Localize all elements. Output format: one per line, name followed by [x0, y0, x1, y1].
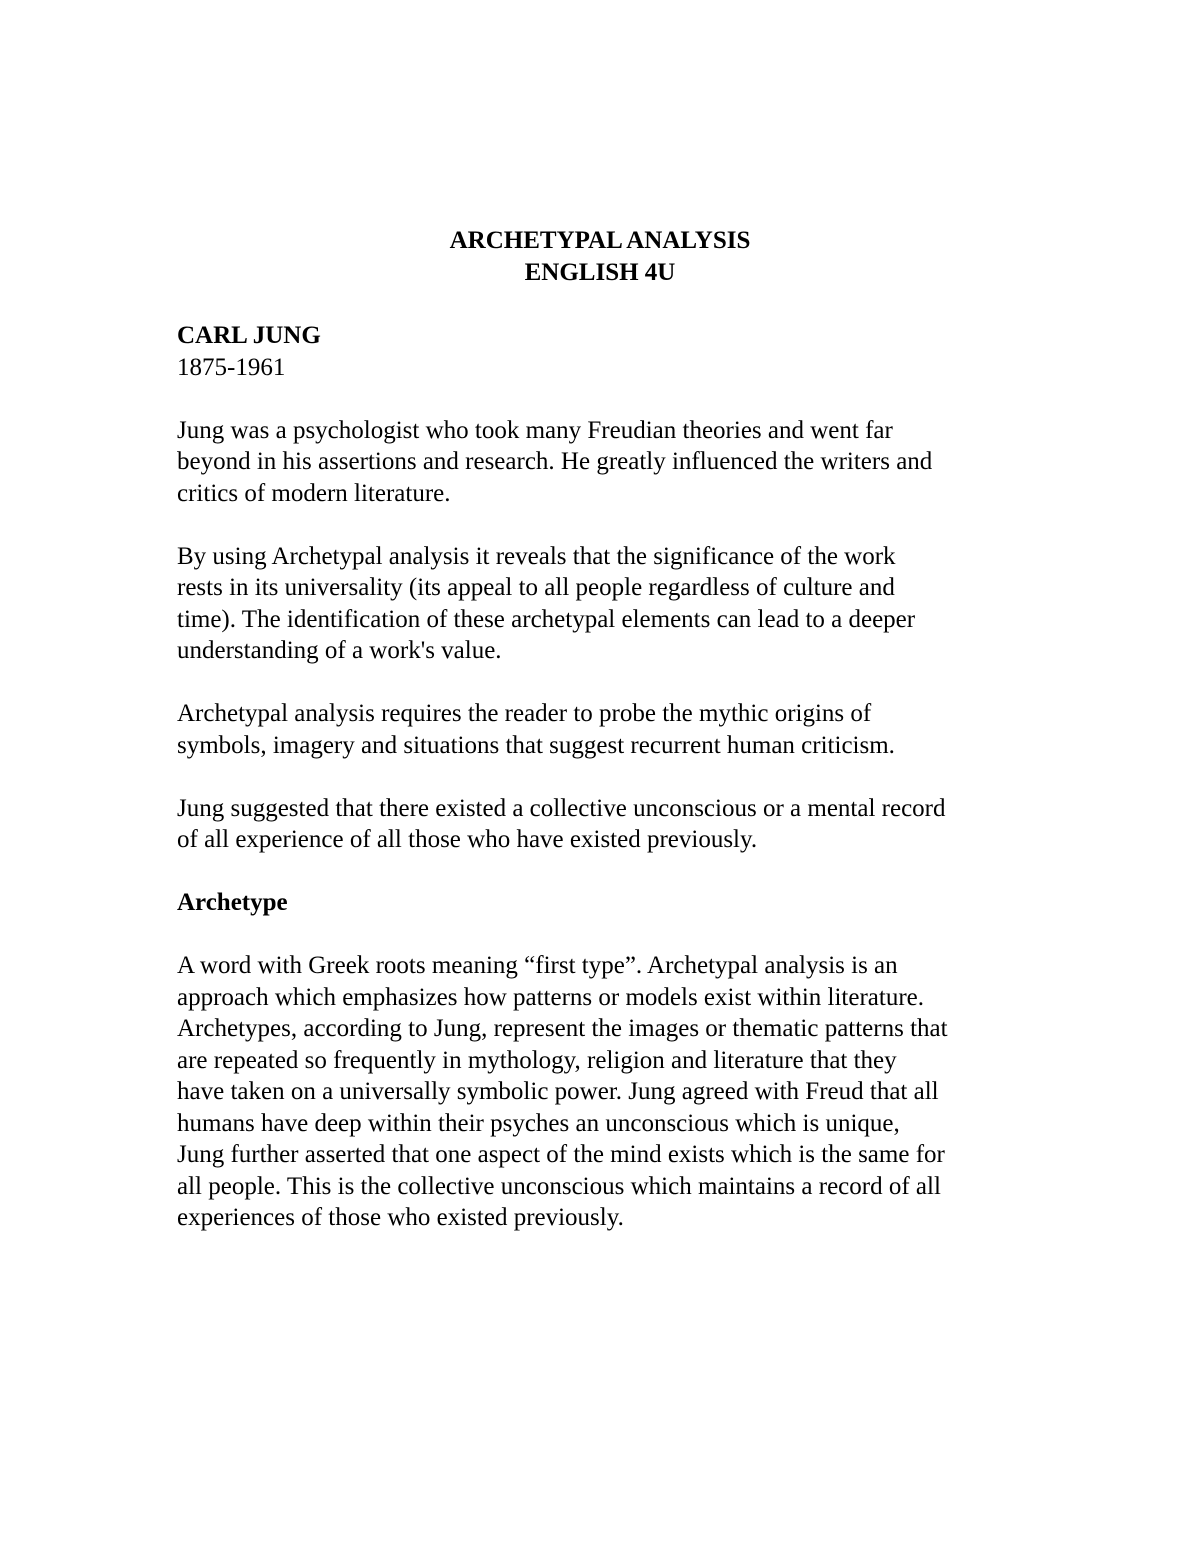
text-line: Jung further asserted that one aspect of the mind exists which is the same for	[177, 1141, 945, 1168]
text-line: approach which emphasizes how patterns or models exist within literature.	[177, 983, 925, 1011]
paragraph-mythic-origins	[177, 698, 1047, 761]
text-line: Archetypal analysis requires the reader to probe the mythic origins of	[177, 700, 872, 727]
text-line: A word with Greek roots meaning “first type”. Archetypal analysis is an	[177, 952, 898, 979]
text-line: understanding of a work's value.	[177, 637, 502, 664]
spacer	[177, 509, 1047, 541]
spacer	[177, 856, 1047, 888]
text-line: all people. This is the collective unconscious which maintains a record of all	[177, 1172, 941, 1200]
subject-name: CARL JUNG	[177, 322, 321, 349]
text-line: rests in its universality (its appeal to all people regardless of culture and	[177, 574, 895, 601]
text-line: have taken on a universally symbolic power. Jung agreed with Freud that all	[177, 1078, 939, 1105]
text-line: By using Archetypal analysis it reveals that the significance of the work	[177, 542, 896, 570]
text-line: are repeated so frequently in mythology, religion and literature that they	[177, 1046, 897, 1074]
spacer	[177, 383, 1047, 415]
text-line: of all experience of all those who have existed previously.	[177, 826, 758, 853]
text-line: experiences of those who existed previously.	[177, 1204, 624, 1231]
text-line: humans have deep within their psyches an unconscious which is unique,	[177, 1109, 900, 1137]
text-line: symbols, imagery and situations that suggest recurrent human criticism.	[177, 731, 895, 759]
text-line: Jung suggested that there existed a collective unconscious or a mental record	[177, 794, 946, 822]
section-heading: Archetype	[177, 889, 288, 916]
course-code: ENGLISH 4U	[524, 258, 676, 286]
text-line: Jung was a psychologist who took many Freudian theories and went far	[177, 416, 893, 444]
spacer	[177, 919, 1047, 951]
paragraph-universality	[177, 541, 1047, 667]
text-line: critics of modern literature.	[177, 479, 451, 507]
subject-dates: 1875-1961	[177, 353, 286, 381]
document-title: ARCHETYPAL ANALYSIS	[449, 227, 751, 254]
text-line: time). The identification of these archetypal elements can lead to a deeper	[177, 605, 916, 633]
spacer	[177, 761, 1047, 793]
spacer	[177, 667, 1047, 699]
text-line: Archetypes, according to Jung, represent the images or thematic patterns that	[177, 1015, 948, 1042]
text-line: beyond in his assertions and research. He greatly influenced the writers and	[177, 448, 933, 475]
paragraph-intro	[177, 415, 1047, 510]
paragraph-archetype-definition	[177, 950, 1047, 1234]
document-header	[0, 225, 1200, 288]
document-body	[177, 320, 1047, 1234]
paragraph-collective-unconscious	[177, 793, 1047, 856]
